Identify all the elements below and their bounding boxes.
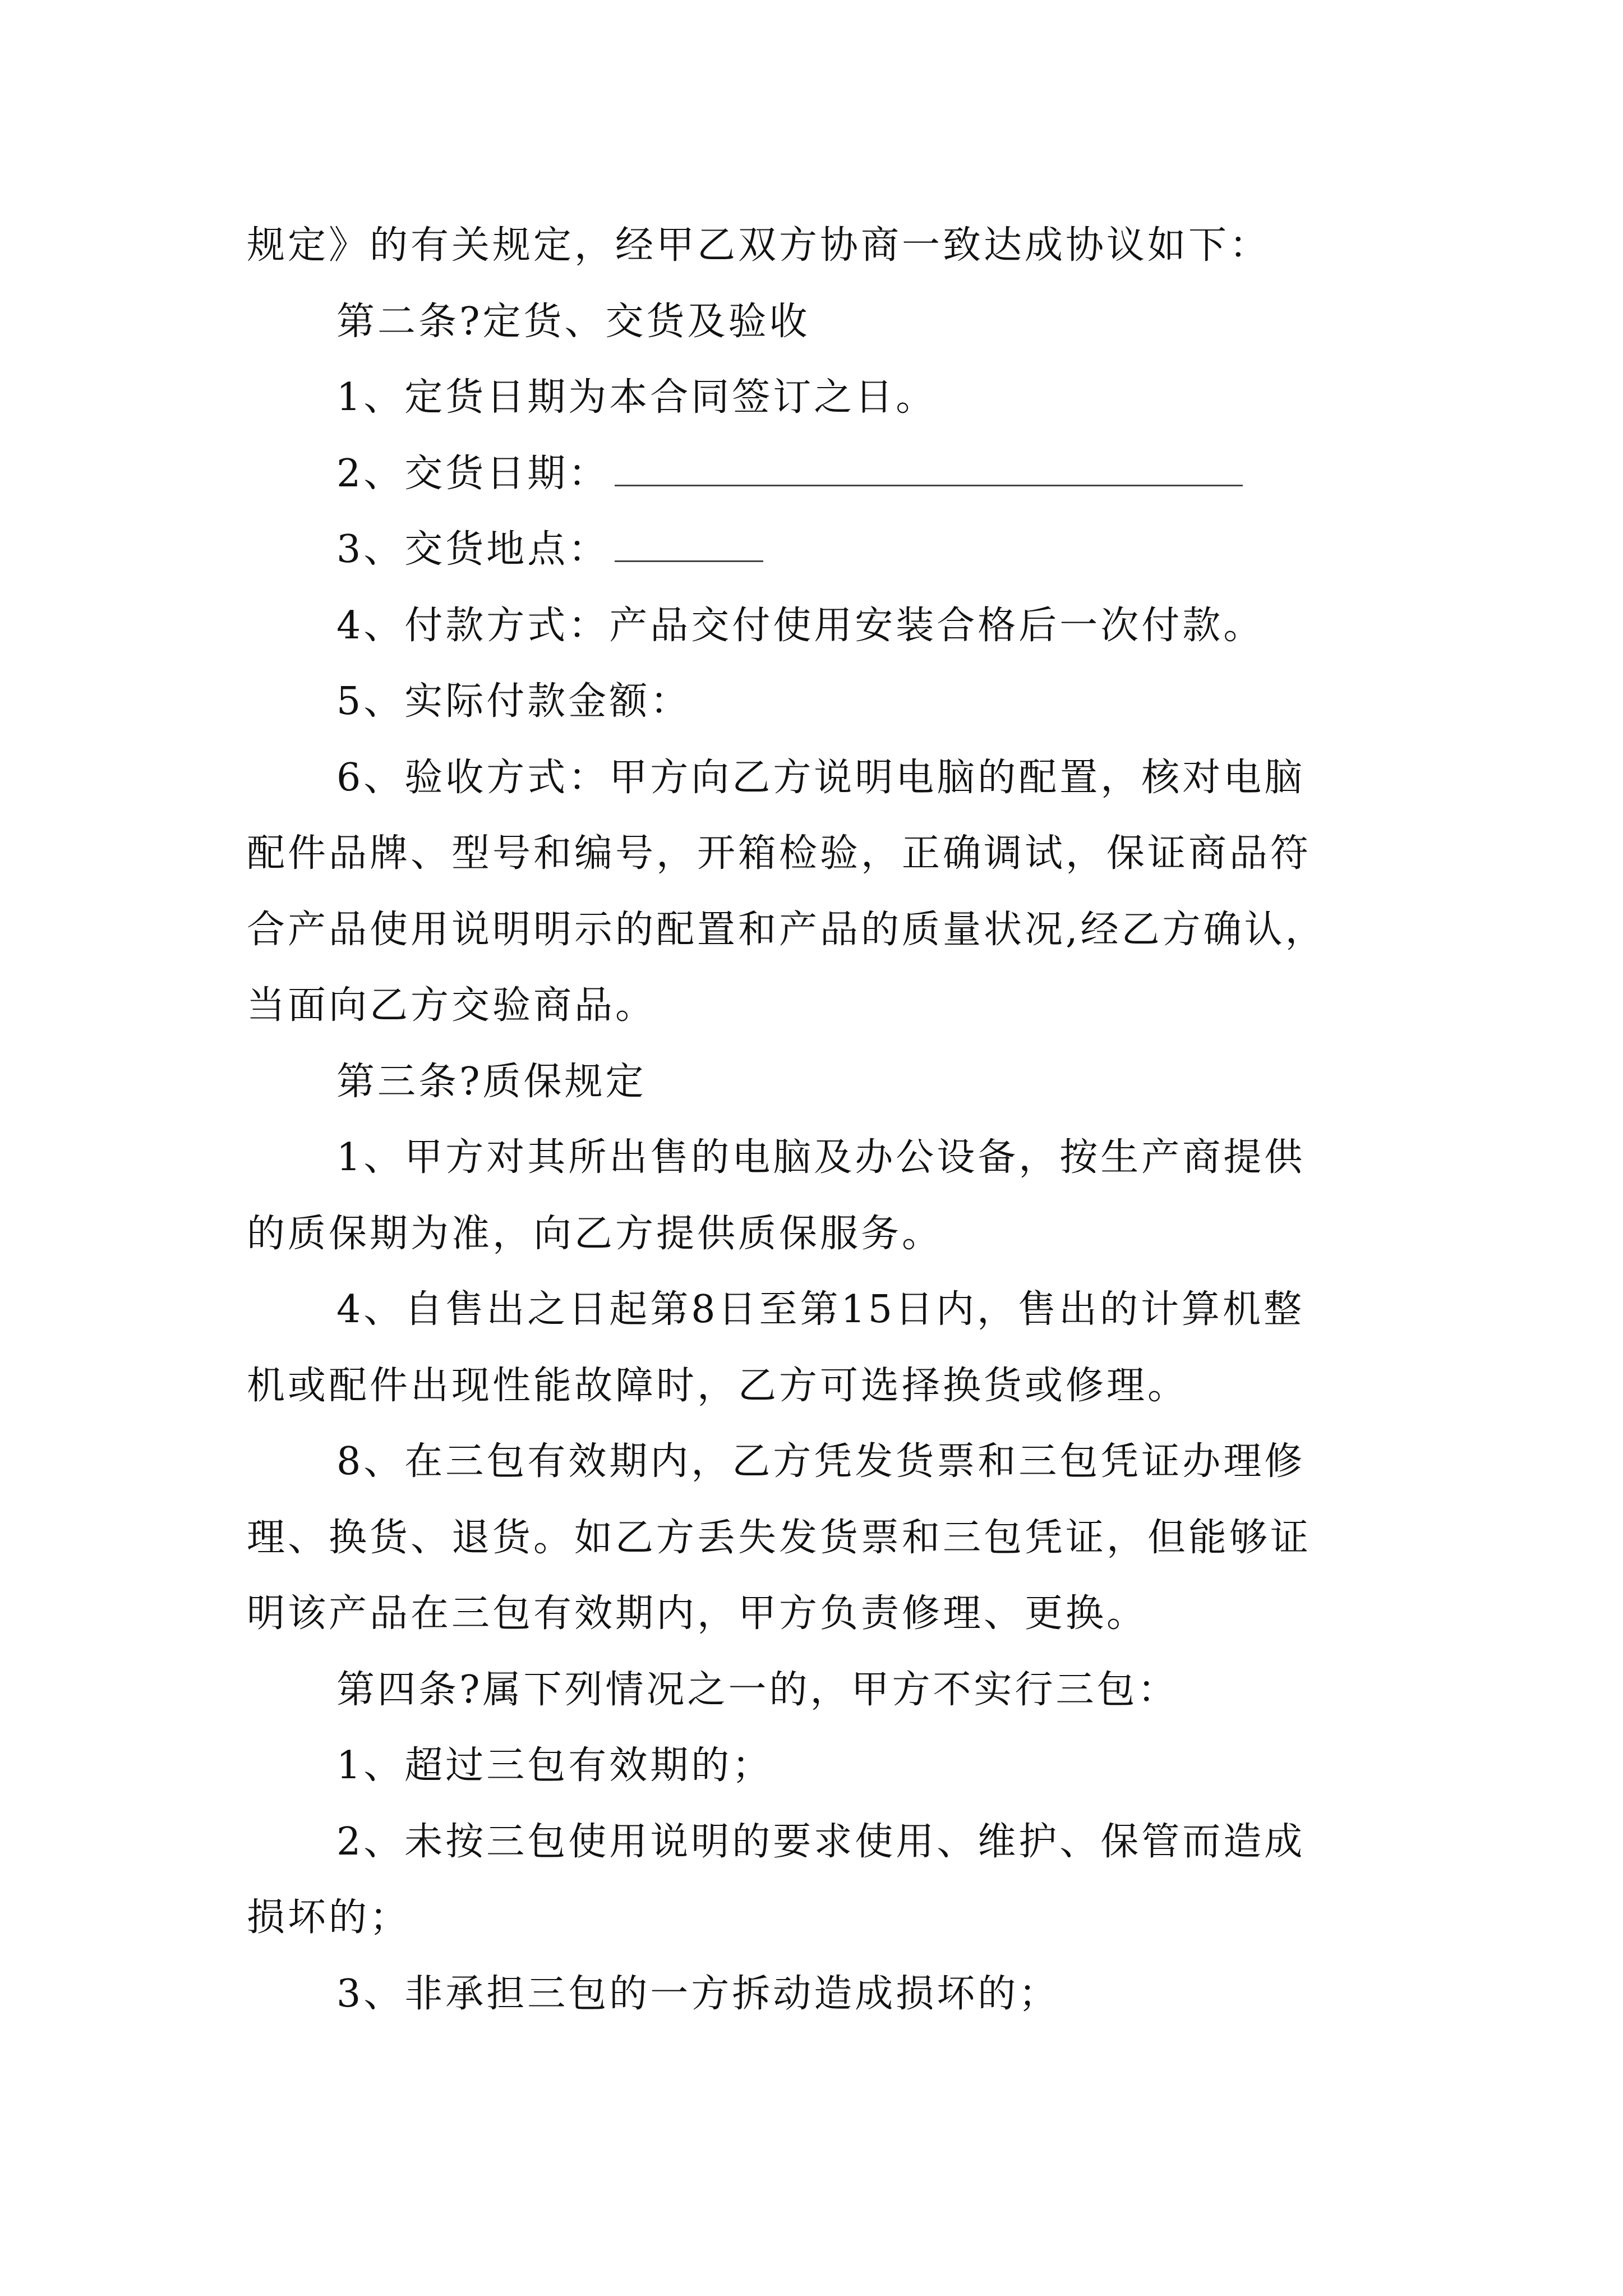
delivery-date-blank bbox=[615, 451, 1243, 486]
section-heading-2: 第二条?定货、交货及验收 bbox=[336, 299, 810, 344]
section-heading-4: 第四条?属下列情况之一的，甲方不实行三包： bbox=[336, 1667, 1179, 1712]
paragraph-line: 1、甲方对其所出售的电脑及办公设备，按生产商提供 bbox=[336, 1135, 1306, 1180]
paragraph-line: 损坏的； bbox=[247, 1895, 411, 1940]
paragraph-line: 1、定货日期为本合同签订之日。 bbox=[336, 375, 937, 420]
delivery-date-line bbox=[247, 436, 1391, 512]
paragraph-line: 理、换货、退货。如乙方丢失发货票和三包凭证，但能够证 bbox=[247, 1515, 1312, 1560]
paragraph-line: 4、自售出之日起第8日至第15日内，售出的计算机整 bbox=[336, 1287, 1305, 1332]
paragraph-line: 合产品使用说明明示的配置和产品的质量状况,经乙方确认， bbox=[247, 907, 1326, 952]
paragraph-line: 8、在三包有效期内，乙方凭发货票和三包凭证办理修 bbox=[336, 1439, 1306, 1484]
section-heading-3: 第三条?质保规定 bbox=[336, 1059, 647, 1104]
paragraph-line: 当面向乙方交验商品。 bbox=[247, 983, 657, 1028]
paragraph-line: 5、实际付款金额： bbox=[336, 679, 691, 724]
paragraph-line: 配件品牌、型号和编号，开箱检验，正确调试，保证商品符 bbox=[247, 831, 1312, 876]
delivery-place-blank bbox=[615, 527, 763, 562]
paragraph-line: 1、超过三包有效期的； bbox=[336, 1743, 773, 1788]
paragraph-line: 的质保期为准，向乙方提供质保服务。 bbox=[247, 1211, 943, 1256]
paragraph-line: 明该产品在三包有效期内，甲方负责修理、更换。 bbox=[247, 1591, 1148, 1636]
delivery-date-label: 2、交货日期： bbox=[336, 451, 610, 496]
paragraph-line: 6、验收方式：甲方向乙方说明电脑的配置，核对电脑 bbox=[336, 755, 1306, 800]
delivery-place-label: 3、交货地点： bbox=[336, 527, 610, 572]
delivery-place-line bbox=[247, 512, 1391, 588]
paragraph-line: 机或配件出现性能故障时，乙方可选择换货或修理。 bbox=[247, 1363, 1189, 1408]
document-body bbox=[247, 208, 1391, 2032]
paragraph-line: 3、非承担三包的一方拆动造成损坏的； bbox=[336, 1971, 1060, 2016]
paragraph-line: 2、未按三包使用说明的要求使用、维护、保管而造成 bbox=[336, 1819, 1306, 1864]
paragraph-line: 规定》的有关规定，经甲乙双方协商一致达成协议如下： bbox=[247, 223, 1271, 268]
paragraph-line: 4、付款方式：产品交付使用安装合格后一次付款。 bbox=[336, 603, 1265, 648]
